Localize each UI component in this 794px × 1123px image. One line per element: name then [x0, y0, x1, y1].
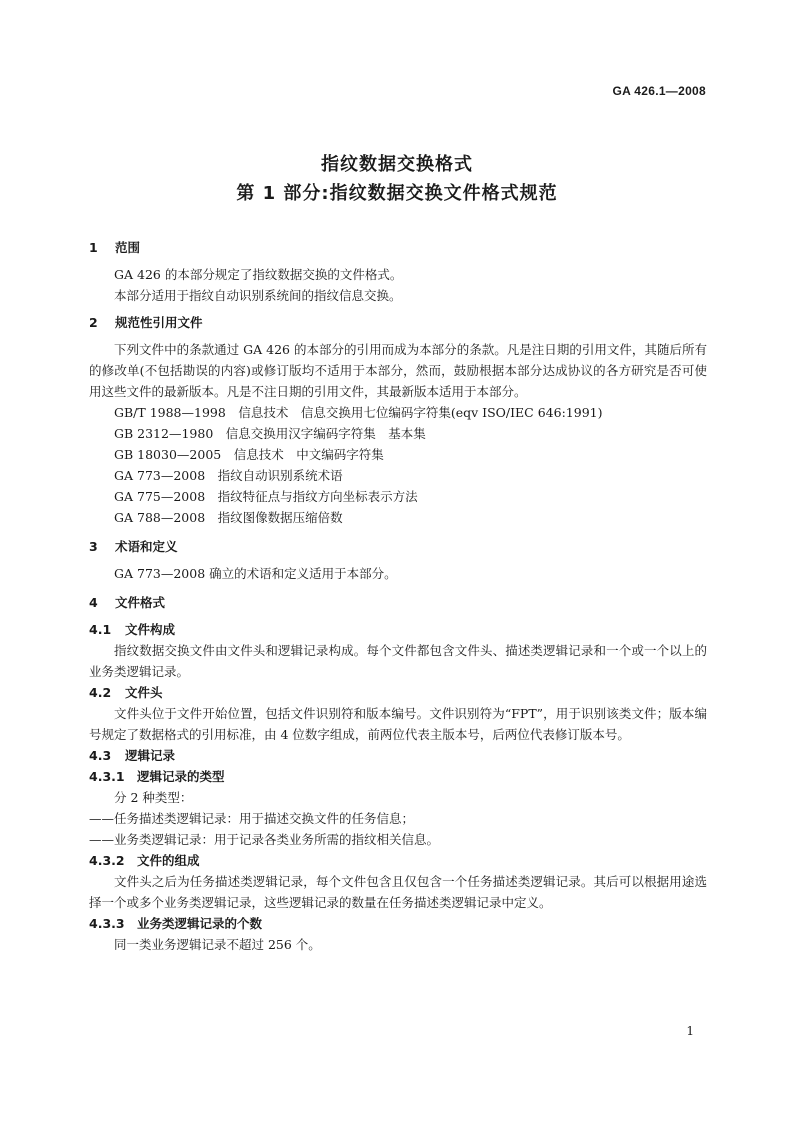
reference-code: GB 2312—1980 [114, 426, 214, 441]
subsection-number: 4.2 [89, 685, 112, 700]
reference-code: GA 775—2008 [114, 489, 206, 504]
document-body [89, 237, 707, 955]
reference-code: GB/T 1988—1998 [114, 405, 226, 420]
subsection-heading-4-3-2 [89, 850, 707, 871]
section-title: 文件格式 [115, 595, 166, 610]
document-title: 指纹数据交换格式 [321, 154, 473, 175]
subsection-title: 文件的组成 [137, 853, 200, 868]
reference-item [89, 465, 707, 486]
subsection-title: 文件构成 [125, 622, 176, 637]
paragraph: GA 426 的本部分规定了指纹数据交换的文件格式。 [114, 267, 403, 282]
reference-title: 信息技术 中文编码字符集 [233, 447, 384, 462]
reference-title: 信息交换用汉字编码字符集 基本集 [225, 426, 426, 441]
page-number: 1 [686, 1024, 694, 1038]
document-subtitle: 第 1 部分:指纹数据交换文件格式规范 [236, 183, 558, 204]
paragraph: 本部分适用于指纹自动识别系统间的指纹信息交换。 [114, 288, 402, 303]
reference-title: 信息技术 信息交换用七位编码字符集(eqv ISO/IEC 646:1991) [238, 405, 603, 420]
section-title: 术语和定义 [115, 539, 178, 554]
subsection-title: 逻辑记录 [125, 748, 176, 763]
subsection-title: 文件头 [125, 685, 163, 700]
subsection-number: 4.3 [89, 748, 112, 763]
reference-item [89, 402, 707, 423]
subsection-heading-4-1 [89, 619, 707, 640]
reference-title: 指纹自动识别系统术语 [217, 468, 343, 483]
paragraph: GA 773—2008 确立的术语和定义适用于本部分。 [114, 566, 397, 581]
section-heading-1 [89, 237, 707, 258]
section-number: 2 [89, 315, 98, 330]
subsection-heading-4-3-3 [89, 913, 707, 934]
reference-title: 指纹图像数据压缩倍数 [217, 510, 343, 525]
subsection-number: 4.1 [89, 622, 112, 637]
section-heading-4 [89, 592, 707, 613]
subsection-number: 4.3.3 [89, 916, 125, 931]
subsection-heading-4-2 [89, 682, 707, 703]
paragraph: 指纹数据交换文件由文件头和逻辑记录构成。每个文件都包含文件头、描述类逻辑记录和一个或一个以上的业务类逻辑记录。 [89, 643, 707, 679]
paragraph: 文件头之后为任务描述类逻辑记录，每个文件包含且仅包含一个任务描述类逻辑记录。其后可以根据用途选择一个或多个业务类逻辑记录，这些逻辑记录的数量在任务描述类逻辑记录中定义。 [89, 874, 707, 910]
subsection-number: 4.3.2 [89, 853, 125, 868]
reference-code: GA 773—2008 [114, 468, 206, 483]
reference-code: GB 18030—2005 [114, 447, 222, 462]
reference-title: 指纹特征点与指纹方向坐标表示方法 [217, 489, 418, 504]
reference-item [89, 486, 707, 507]
subsection-title: 逻辑记录的类型 [137, 769, 225, 784]
subsection-number: 4.3.1 [89, 769, 125, 784]
standard-code: GA 426.1—2008 [612, 84, 706, 98]
section-number: 3 [89, 539, 98, 554]
dash-list-item: ——业务类逻辑记录：用于记录各类业务所需的指纹相关信息。 [89, 832, 440, 847]
subsection-title: 业务类逻辑记录的个数 [137, 916, 263, 931]
section-title: 规范性引用文件 [115, 315, 203, 330]
section-heading-2 [89, 312, 707, 333]
reference-item [89, 423, 707, 444]
section-number: 1 [89, 240, 98, 255]
section-title: 范围 [115, 240, 141, 255]
dash-list-item: ——任务描述类逻辑记录：用于描述交换文件的任务信息； [89, 811, 415, 826]
subsection-heading-4-3 [89, 745, 707, 766]
paragraph: 下列文件中的条款通过 GA 426 的本部分的引用而成为本部分的条款。凡是注日期的引用文件，其随后所有的修改单(不包括勘误的内容)或修订版均不适用于本部分，然而，鼓励根据本部分达成协议的各方研究是否可使用这些文件的最新版本。凡是不注日期的引用文件，其最新版本适用于本部分。 [89, 342, 707, 399]
reference-item [89, 507, 707, 528]
paragraph: 文件头位于文件开始位置，包括文件识别符和版本编号。文件识别符为“FPT”，用于识别该类文件；版本编号规定了数据格式的引用标准，由 4 位数字组成，前两位代表主版本号，后两位代表修订版本号。 [89, 706, 707, 742]
reference-item [89, 444, 707, 465]
section-heading-3 [89, 536, 707, 557]
subsection-heading-4-3-1 [89, 766, 707, 787]
paragraph: 分 2 种类型： [114, 790, 193, 805]
reference-code: GA 788—2008 [114, 510, 206, 525]
section-number: 4 [89, 595, 98, 610]
paragraph: 同一类业务逻辑记录不超过 256 个。 [114, 937, 321, 952]
